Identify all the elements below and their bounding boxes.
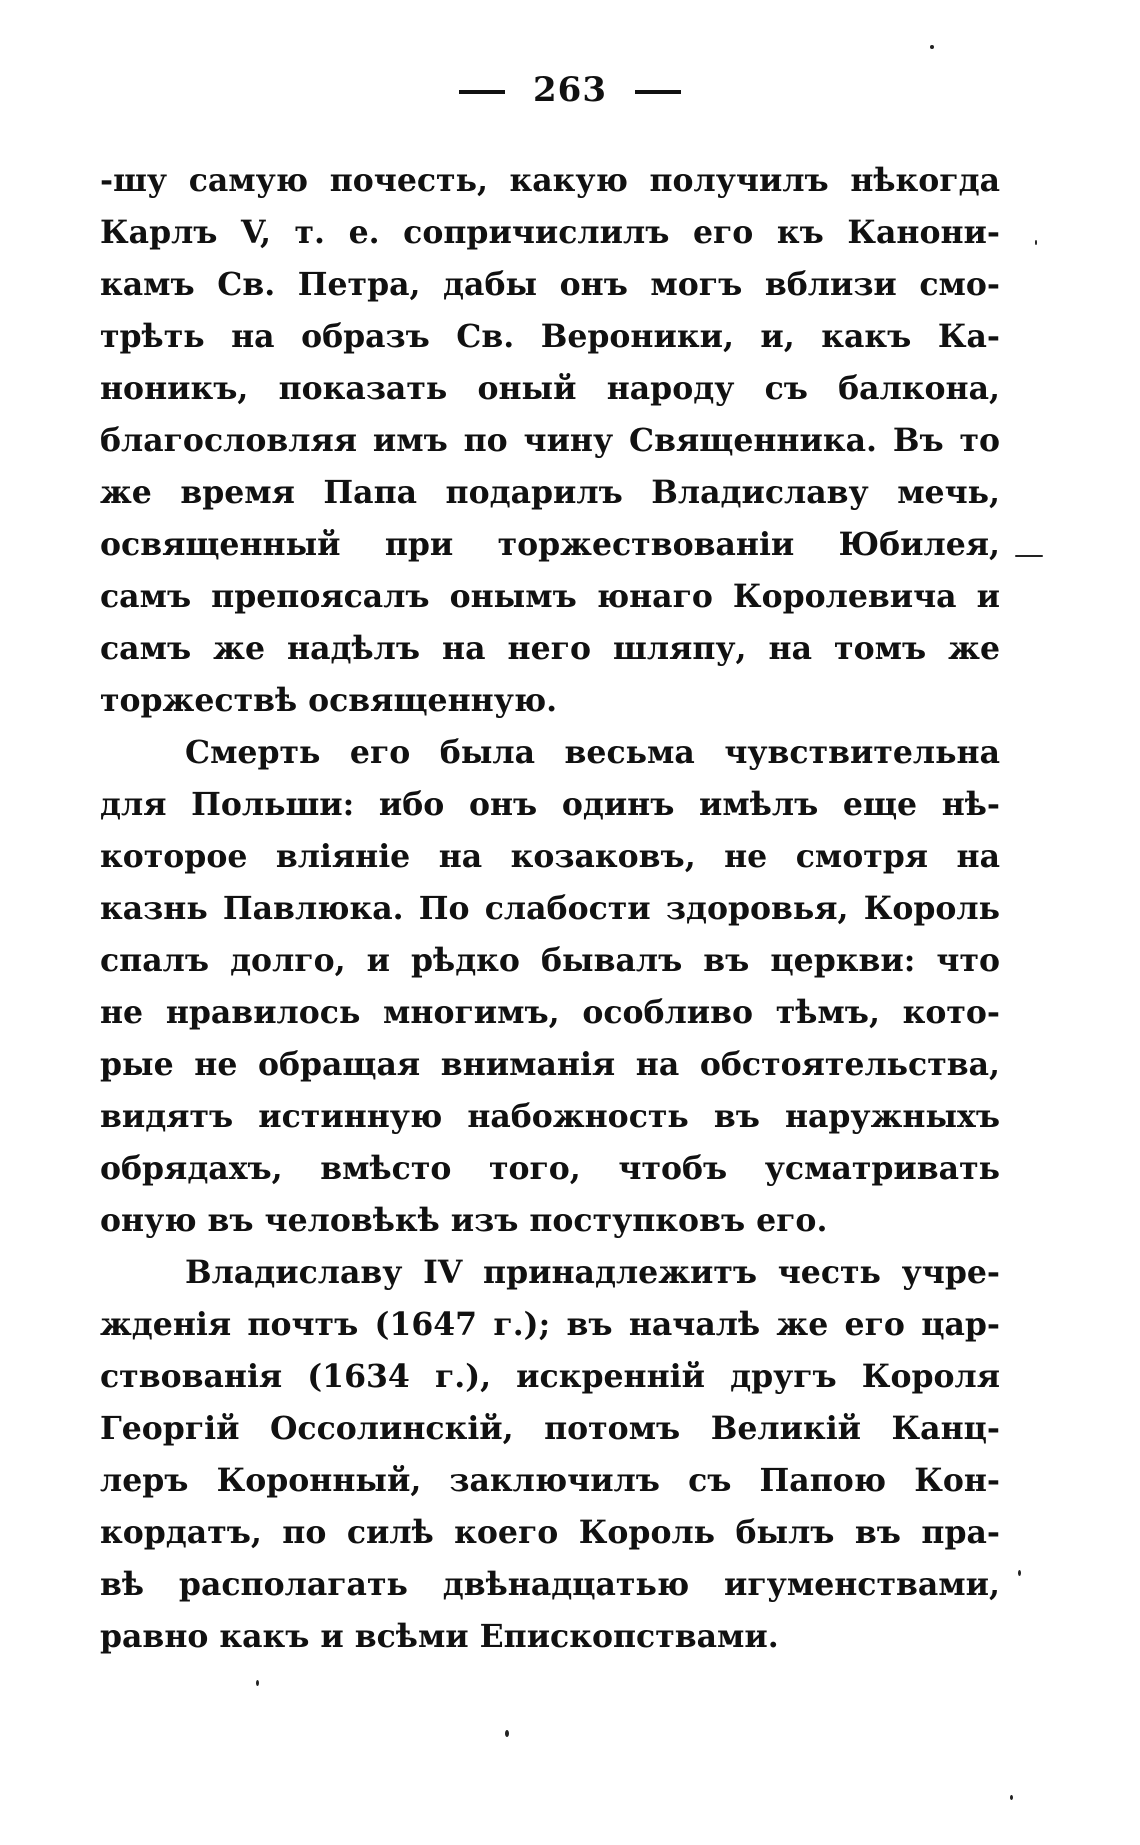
text-line: же время Папа подарилъ Владиславу мечь, [100, 474, 1000, 511]
paragraph-3 [100, 1247, 1000, 1663]
scan-speck [1015, 555, 1043, 557]
text-line: Владиславу IV принадлежитъ честь учре- [185, 1254, 1000, 1291]
text-line: Карлъ V, т. е. сопричислилъ его къ Канони- [100, 214, 1000, 251]
text-line: Георгій Оссолинскій, потомъ Великій Канц- [100, 1410, 1000, 1447]
scan-speck [1018, 1570, 1021, 1576]
text-line: оную въ человѣкѣ изъ поступковъ его. [100, 1202, 828, 1239]
body-text [100, 155, 1000, 1663]
text-line: казнь Павлюка. По слабости здоровья, Король [100, 890, 1000, 927]
text-line: трѣть на образъ Св. Вероники, и, какъ Ка- [100, 318, 1000, 355]
text-line: Смерть его была весьма чувствительна [185, 734, 1000, 771]
text-line: ноникъ, показать оный народу съ балкона, [100, 370, 1000, 407]
text-line: видятъ истинную набожность въ наружныхъ [100, 1098, 1000, 1135]
text-line: спалъ долго, и рѣдко бывалъ въ церкви: что [100, 942, 1000, 979]
text-line: не нравилось многимъ, особливо тѣмъ, кото- [100, 994, 1000, 1031]
scan-speck [1010, 1795, 1013, 1800]
text-line: ствованія (1634 г.), искренній другъ Короля [100, 1358, 1000, 1395]
text-line: самъ же надѣлъ на него шляпу, на томъ же [100, 630, 1000, 667]
text-line: -шу самую почесть, какую получилъ нѣкогда [100, 162, 1000, 199]
scan-speck [505, 1730, 509, 1737]
text-line: торжествѣ освященную. [100, 682, 558, 719]
text-line: равно какъ и всѣми Епископствами. [100, 1618, 779, 1655]
text-line: обрядахъ, вмѣсто того, чтобъ усматривать [100, 1150, 1000, 1187]
text-line: освященный при торжествованіи Юбилея, [100, 526, 1000, 563]
scan-speck [930, 45, 934, 49]
paragraph-2 [100, 727, 1000, 1247]
text-line: самъ препоясалъ онымъ юнаго Королевича и [100, 578, 1000, 615]
text-line: благословляя имъ по чину Священника. Въ то [100, 422, 1000, 459]
header-dash-left [459, 90, 505, 94]
header-dash-right [635, 90, 681, 94]
text-line: для Польши: ибо онъ одинъ имѣлъ еще нѣ- [100, 786, 1000, 823]
text-line: кордатъ, по силѣ коего Король былъ въ пра- [100, 1514, 1000, 1551]
page-header [0, 70, 1140, 110]
text-line: леръ Коронный, заключилъ съ Папою Кон- [100, 1462, 1000, 1499]
text-line: которое вліяніе на козаковъ, не смотря на [100, 838, 1000, 875]
paragraph-1 [100, 155, 1000, 727]
text-line: камъ Св. Петра, дабы онъ могъ вблизи смо- [100, 266, 1000, 303]
text-line: рые не обращая вниманія на обстоятельства, [100, 1046, 1000, 1083]
scan-speck [256, 1680, 259, 1686]
page-number: 263 [533, 70, 607, 110]
scan-speck [1035, 240, 1037, 245]
text-line: вѣ располагать двѣнадцатью игуменствами, [100, 1566, 1000, 1603]
text-line: жденія почтъ (1647 г.); въ началѣ же его цар- [100, 1306, 1000, 1343]
